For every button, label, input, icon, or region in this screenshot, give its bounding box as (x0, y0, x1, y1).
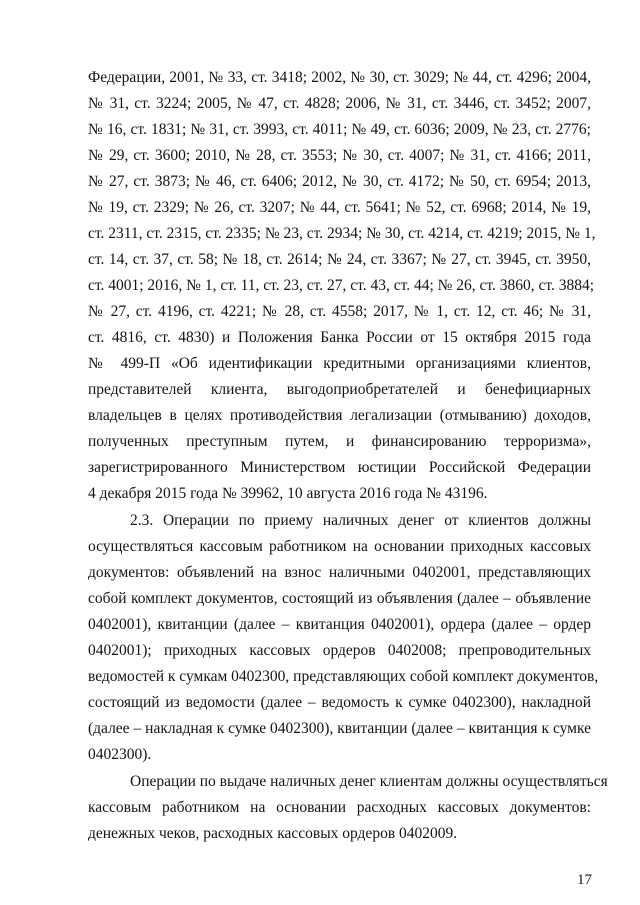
text-line: осуществляться кассовым работником на основании приходных кассовых (88, 538, 591, 555)
text-line: документов: объявлений на взнос наличными 0402001, представляющих (88, 564, 591, 581)
text-line: состоящий из ведомости (далее – ведомость к сумке 0402300), накладной (88, 694, 591, 711)
text-line: 0402001); приходных кассовых ордеров 0402008; препроводительных (88, 642, 591, 659)
text-line: ведомостей к сумкам 0402300, представляющих собой комплект документов, (88, 668, 599, 685)
text-line: Федерации, 2001, № 33, ст. 3418; 2002, № 30, ст. 3029; № 44, ст. 4296; 2004, (88, 69, 591, 86)
text-line: № 31, ст. 3224; 2005, № 47, ст. 4828; 2006, № 31, ст. 3446, ст. 3452; 2007, (88, 95, 591, 112)
text-line: № 499-П «Об идентификации кредитными организациями клиентов, (88, 355, 591, 372)
text-line: № 16, ст. 1831; № 31, ст. 3993, ст. 4011; № 49, ст. 6036; 2009, № 23, ст. 2776; (88, 121, 591, 138)
text-line: 4 декабря 2015 года № 39962, 10 августа 2016 года № 43196. (88, 485, 488, 502)
text-line: (далее – накладная к сумке 0402300), квитанции (далее – квитанция к сумке (88, 720, 591, 737)
text-line: № 19, ст. 2329; № 26, ст. 3207; № 44, ст. 5641; № 52, ст. 6968; 2014, № 19, (88, 199, 591, 216)
text-line: собой комплект документов, состоящий из объявления (далее – объявление (88, 590, 591, 607)
text-line: денежных чеков, расходных кассовых ордеров 0402009. (88, 825, 458, 842)
paragraph-2-3-first-line: 2.3. Операции по приему наличных денег от клиентов должны (130, 512, 591, 529)
paragraph-issuance-first-line: Операции по выдаче наличных денег клиентам должны осуществляться (130, 773, 608, 790)
text-line: владельцев в целях противодействия легализации (отмыванию) доходов, (88, 407, 591, 424)
text-line: 0402300). (88, 746, 152, 763)
text-line: 0402001), квитанции (далее – квитанция 0402001), ордера (далее – ордер (88, 616, 591, 633)
text-line: ст. 14, ст. 37, ст. 58; № 18, ст. 2614; № 24, ст. 3367; № 27, ст. 3945, ст. 3950, (88, 251, 591, 268)
text-line: представителей клиента, выгодоприобретателей и бенефициарных (88, 381, 591, 398)
text-line: ст. 4001; 2016, № 1, ст. 11, ст. 23, ст. 27, ст. 43, ст. 44; № 26, ст. 3860, ст. 3884; (88, 277, 595, 294)
text-line: № 27, ст. 3873; № 46, ст. 6406; 2012, № 30, ст. 4172; № 50, ст. 6954; 2013, (88, 173, 591, 190)
text-line: ст. 2311, ст. 2315, ст. 2335; № 23, ст. 2934; № 30, ст. 4214, ст. 4219; 2015, № 1, (88, 225, 596, 242)
text-line: № 27, ст. 4196, ст. 4221; № 28, ст. 4558; 2017, № 1, ст. 12, ст. 46; № 31, (88, 303, 591, 320)
text-line: зарегистрированного Министерством юстиции Российской Федерации (88, 459, 591, 476)
text-line: полученных преступным путем, и финансированию терроризма», (88, 433, 591, 450)
text-line: ст. 4816, ст. 4830) и Положения Банка России от 15 октября 2015 года (88, 329, 591, 346)
page-number: 17 (577, 872, 592, 888)
text-line: № 29, ст. 3600; 2010, № 28, ст. 3553; № 30, ст. 4007; № 31, ст. 4166; 2011, (88, 147, 591, 164)
text-line: кассовым работником на основании расходных кассовых документов: (88, 799, 591, 816)
